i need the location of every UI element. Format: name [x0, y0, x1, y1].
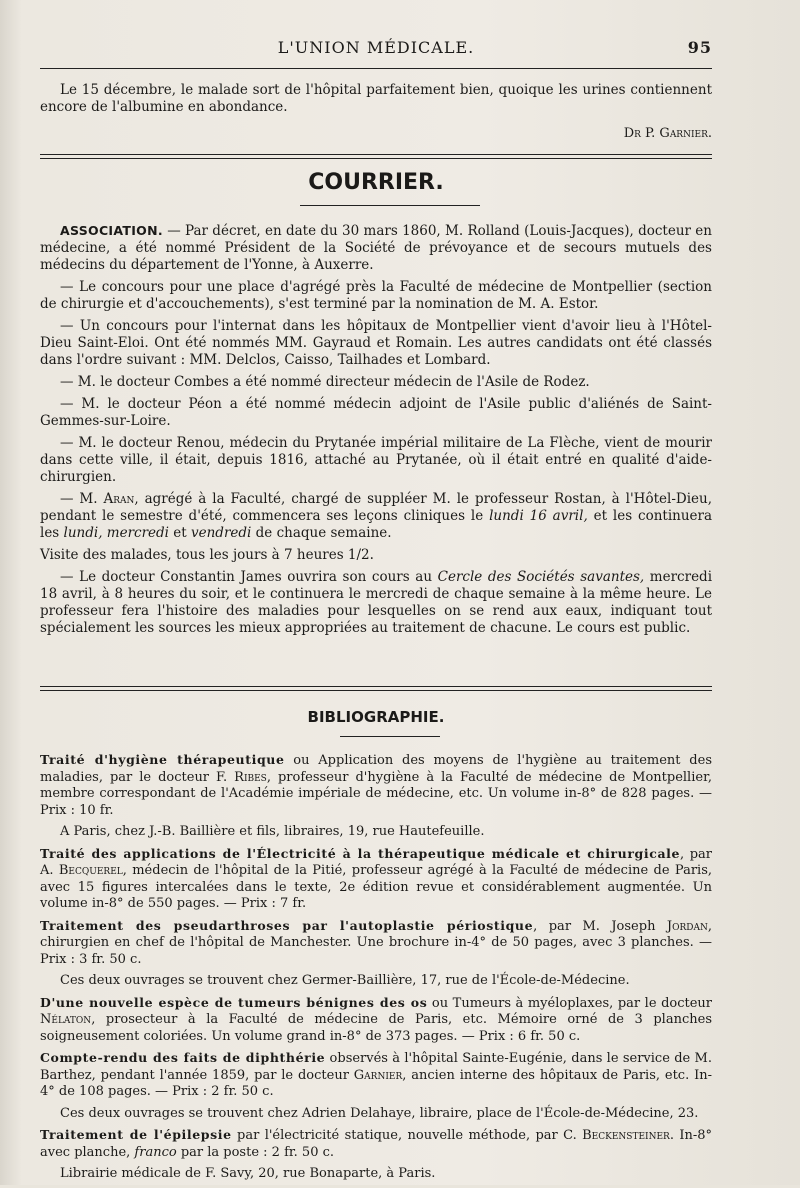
courrier-item-montpellier-concours: — Le concours pour une place d'agrégé près la Faculté de médecine de Montpellier (section de chirurgie et d'accouchements), s'est terminé par la nomination de M. A. Estor. — [40, 279, 712, 312]
biblio-entry-beckensteiner: Traitement de l'épilepsie par l'électricité statique, nouvelle méthode, par C. Beckensteiner. In-8° avec planche, franco par la poste : 2 fr. 50 c. — [40, 1127, 712, 1160]
biblio-entry-ribes-publisher: A Paris, chez J.-B. Baillière et fils, libraires, 19, rue Hautefeuille. — [60, 824, 485, 839]
biblio-entry-becquerel: Traité des applications de l'Électricité à la thérapeutique médicale et chirurgicale, par A. Becquerel, médecin de l'hôpital de la Pitié, professeur agrégé à la Faculté de médecine de Paris, avec 15 figures intercalées dans le texte, 2e édition revue et considérablement augmentée. Un volume in-8° de 550 pages. — Prix : 7 fr. — [40, 845, 712, 911]
intro-signature: Dr P. Garnier. — [623, 126, 712, 141]
courrier-item-peon: — M. le docteur Péon a été nommé médecin adjoint de l'Asile public d'aliénés de Saint-Gemmes-sur-Loire. — [40, 396, 712, 429]
section-rule-top-2 — [40, 158, 712, 159]
biblio-entry-garnier: Compte-rendu des faits de diphthérie observés à l'hôpital Sainte-Eugénie, dans le service de M. Barthez, pendant l'année 1859, par le docteur Garnier, ancien interne des hôpitaux de Paris, etc. In-4° de 108 pages. — Prix : 2 fr. 50 c. — [40, 1050, 712, 1099]
page-number: 95 — [687, 38, 712, 57]
biblio-rule-top-2 — [40, 690, 712, 691]
courrier-item-aran: — M. Aran, agrégé à la Faculté, chargé de suppléer M. le professeur Rostan, à l'Hôtel-Dieu, pendant le semestre d'été, commencera ses leçons cliniques le lundi 16 avril, et les continuera les lundi, mercredi et vendredi de chaque semaine. — [40, 491, 713, 541]
biblio-note-germer: Ces deux ouvrages se trouvent chez Germer-Baillière, 17, rue de l'École-de-Médecine. — [60, 973, 630, 988]
bibliographie-title: BIBLIOGRAPHIE. — [307, 708, 445, 726]
courrier-block — [40, 222, 712, 642]
intro-block — [40, 82, 712, 121]
page-header — [40, 38, 712, 62]
header-rule — [40, 68, 712, 69]
association-lead: ASSOCIATION. — [60, 223, 163, 238]
section-rule-top — [40, 154, 712, 155]
biblio-rule-top — [40, 686, 712, 687]
intro-paragraph: Le 15 décembre, le malade sort de l'hôpital parfaitement bien, quoique les urines contiennent encore de l'albumine en abondance. — [40, 82, 712, 115]
journal-title: L'UNION MÉDICALE. — [277, 38, 475, 57]
biblio-note-delahaye: Ces deux ouvrages se trouvent chez Adrien Delahaye, libraire, place de l'École-de-Médecine, 23. — [60, 1105, 699, 1121]
biblio-entry-ribes: Traité d'hygiène thérapeutique ou Application des moyens de l'hygiène au traitement des maladies, par le docteur F. Ribes, professeur d'hygiène à la Faculté de médecine de Montpellier, membre correspondant de l'Académie impériale de médecine, etc. Un volume in-8° de 828 pages. — Prix : 10 fr. — [40, 752, 712, 818]
courrier-item-combes: — M. le docteur Combes a été nommé directeur médecin de l'Asile de Rodez. — [60, 374, 590, 390]
courrier-item-association: ASSOCIATION. — Par décret, en date du 30 mars 1860, M. Rolland (Louis-Jacques), docteur en médecine, a été nommé Président de la Société de prévoyance et de secours mutuels des médecins du département de l'Yonne, à Auxerre. — [40, 223, 712, 273]
courrier-item-renou: — M. le docteur Renou, médecin du Prytanée impérial militaire de La Flèche, vient de mourir dans cette ville, il était, depuis 1816, attaché au Prytanée, où il était entré en qualité d'aide-chirurgien. — [40, 435, 712, 485]
courrier-item-james: — Le docteur Constantin James ouvrira son cours au Cercle des Sociétés savantes, mercredi 18 avril, à 8 heures du soir, et le continuera le mercredi de chaque semaine à la même heure. Le professeur fera l'histoire des maladies pour lesquelles on se rend aux eaux, indiquant tout spécialement les sources les mieux appropriées au traitement de chacune. Le cours est public. — [40, 569, 713, 636]
courrier-item-visite: Visite des malades, tous les jours à 7 heures 1/2. — [40, 547, 374, 563]
courrier-title-rule — [300, 205, 480, 206]
biblio-title-rule — [340, 736, 440, 737]
biblio-entry-jordan: Traitement des pseudarthroses par l'autoplastie périostique, par M. Joseph Jordan, chirurgien en chef de l'hôpital de Manchester. Une brochure in-4° de 50 pages, avec 3 planches. — Prix : 3 fr. 50 c. — [40, 917, 712, 967]
biblio-entry-nelaton: D'une nouvelle espèce de tumeurs bénignes des os ou Tumeurs à myéloplaxes, par le docteur Nélaton, prosecteur à la Faculté de médecine de Paris, etc. Mémoire orné de 3 planches soigneusement coloriées. Un volume grand in-8° de 373 pages. — Prix : 6 fr. 50 c. — [40, 994, 712, 1044]
biblio-note-savy: Librairie médicale de F. Savy, 20, rue Bonaparte, à Paris. — [60, 1166, 436, 1181]
courrier-item-internat: — Un concours pour l'internat dans les hôpitaux de Montpellier vient d'avoir lieu à l'Hôtel-Dieu Saint-Eloi. Ont été nommés MM. Gayraud et Romain. Les autres candidats ont été classés dans l'ordre suivant : MM. Delclos, Caisso, Tailhades et Lombard. — [40, 318, 712, 368]
courrier-title: COURRIER. — [308, 170, 444, 195]
bibliographie-block — [40, 752, 712, 1188]
